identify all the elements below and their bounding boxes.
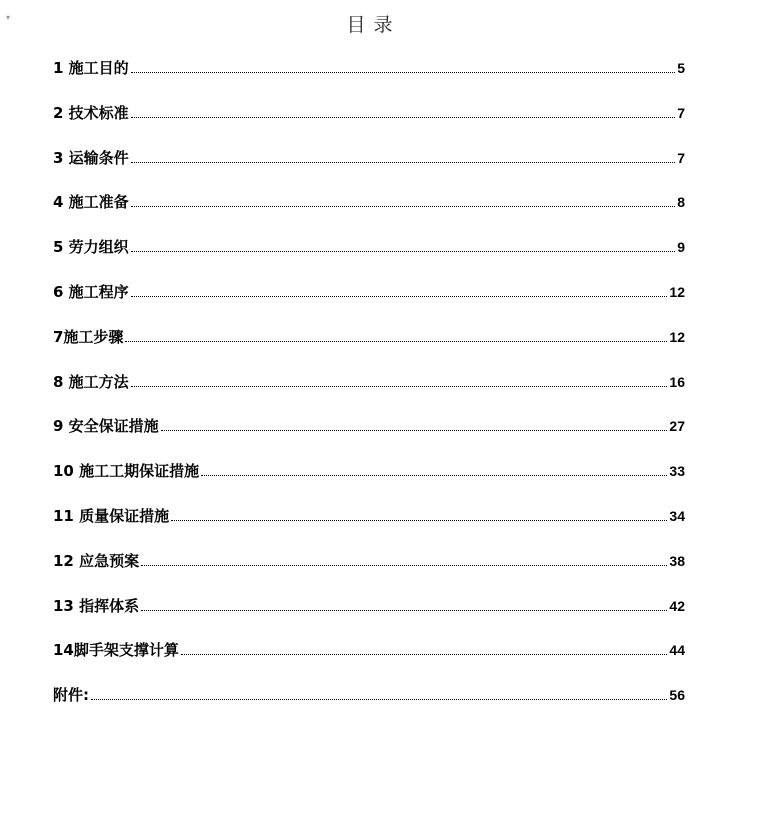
toc-entry[interactable] [53,124,685,169]
toc-title: 目 录 [346,14,394,36]
toc-entry-page: 56 [669,687,685,704]
toc-entry-page: 12 [669,328,685,345]
toc-entry-label: 1 施工目的 [53,59,129,77]
toc-entry-label: 12 应急预案 [53,551,140,570]
toc-entry-label: 4 施工准备 [53,193,129,212]
dot-leader [131,72,676,73]
dot-leader [131,386,668,387]
toc-entry-page: 5 [677,60,685,76]
toc-entry-page: 42 [669,597,685,614]
toc-entry-label: 6 施工程序 [53,282,129,301]
toc-entry-label: 3 运输条件 [53,148,129,167]
toc-entry[interactable] [53,393,685,438]
toc-entry[interactable] [53,572,685,617]
toc-entry-page: 12 [669,283,685,300]
toc-entry-page: 9 [677,239,685,256]
toc-entry-label: 13 指挥体系 [53,596,140,615]
dot-leader [131,117,676,118]
toc-entry-label: 2 技术标准 [53,103,129,122]
toc-entry-page: 44 [669,642,685,659]
toc-entry-page: 27 [669,418,685,435]
toc-entry[interactable] [53,661,685,706]
toc-entry-page: 7 [677,104,685,121]
dot-leader [131,251,676,252]
toc-entry-page: 7 [677,149,685,166]
dot-leader [161,430,668,431]
dot-leader [141,565,667,566]
toc-entry[interactable] [53,57,685,79]
toc-entry-label: 附件: [53,686,89,705]
toc-entry-page: 8 [677,194,685,211]
toc-entry[interactable] [53,348,685,393]
toc-entry[interactable] [53,213,685,258]
toc-entry[interactable] [53,79,685,124]
dot-leader [131,296,668,297]
toc-entry[interactable] [53,303,685,348]
collapse-triangle-icon[interactable]: ▾ [6,13,11,22]
dot-leader [131,162,676,163]
table-of-contents [53,57,685,706]
toc-entry-label: 5 劳力组织 [53,238,129,257]
toc-entry[interactable] [53,169,685,214]
dot-leader [141,610,667,611]
toc-entry-page: 16 [669,373,685,390]
toc-entry-label: 11 质量保证措施 [53,506,170,525]
toc-entry-label: 7施工步骤 [53,327,124,346]
toc-entry-page: 38 [669,552,685,569]
toc-entry-label: 10 施工工期保证措施 [53,462,200,481]
toc-entry[interactable] [53,527,685,572]
toc-entry-page: 34 [669,507,685,524]
toc-entry-label: 14脚手架支撑计算 [53,641,179,660]
dot-leader [91,699,667,700]
dot-leader [181,654,668,655]
toc-entry-label: 9 安全保证措施 [53,417,159,436]
toc-entry[interactable] [53,258,685,303]
toc-entry-page: 33 [669,463,685,480]
toc-entry-label: 8 施工方法 [53,372,129,391]
dot-leader [131,206,676,207]
toc-entry[interactable] [53,617,685,662]
dot-leader [125,341,667,342]
dot-leader [201,475,667,476]
toc-entry[interactable] [53,437,685,482]
toc-entry[interactable] [53,482,685,527]
dot-leader [171,520,667,521]
